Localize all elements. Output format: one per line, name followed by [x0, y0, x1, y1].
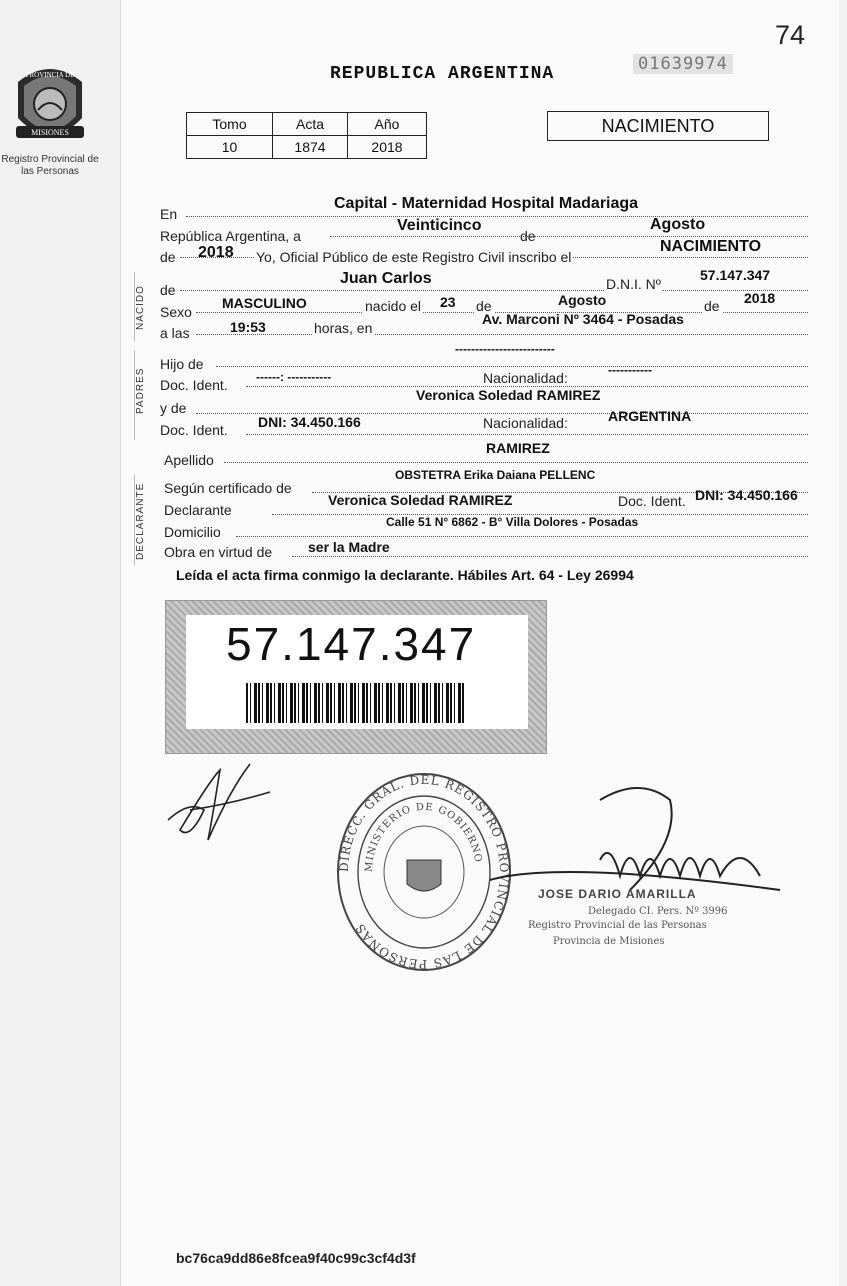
id-sticker: [165, 600, 547, 754]
page-number: 74: [775, 20, 806, 50]
horas-label: horas, en: [314, 320, 373, 336]
child-dni: 57.147.347: [700, 267, 771, 283]
nacido-section-label: NACIDO: [135, 285, 146, 330]
emblem-bottom-text: MISIONES: [31, 128, 69, 137]
mother-nationality-label: Nacionalidad:: [483, 415, 568, 431]
en-label: En: [160, 206, 178, 222]
provincial-emblem: [10, 60, 90, 152]
child-sex: MASCULINO: [222, 295, 307, 311]
official-name: JOSE DARIO AMARILLA: [538, 887, 697, 901]
record-word: NACIMIENTO: [660, 238, 762, 255]
declarante-doc-label: Doc. Ident.: [618, 493, 686, 509]
seal-ring-text: DIRECC. GRAL. DEL REGISTRO PROVINCIAL DE LAS PERSONAS: [336, 772, 512, 972]
acta-header: Acta: [273, 113, 348, 136]
day-value: Veinticinco: [397, 217, 482, 234]
nacido-el-label: nacido el: [365, 298, 422, 314]
child-name: Juan Carlos: [340, 270, 432, 287]
father-doc: ------: -----------: [256, 370, 332, 384]
document-hash: bc76ca9dd86e8fcea9f40c99c3cf4d3f: [176, 1250, 416, 1266]
birth-de-label: de: [476, 298, 492, 314]
mother-doc: DNI: 34.450.166: [258, 414, 361, 430]
emblem-icon: [10, 60, 90, 152]
record-type-box: NACIMIENTO: [547, 111, 769, 141]
tomo-value: 10: [187, 136, 273, 159]
nacido-de-label: de: [160, 282, 176, 298]
a-las-label: a las: [160, 325, 190, 341]
declarante-section-label: DECLARANTE: [135, 482, 146, 560]
acta-table: [186, 112, 427, 159]
year-value: 2018: [198, 244, 234, 261]
birth-time: 19:53: [230, 319, 266, 335]
sticker-label: [186, 615, 528, 729]
official-registry: Registro Provincial de las Personas: [528, 920, 707, 931]
birth-month: Agosto: [558, 292, 607, 308]
official-title: Delegado CI. Pers. Nº 3996: [588, 906, 728, 917]
republica-label: República Argentina, a: [160, 228, 301, 244]
domicilio-value: Calle 51 N° 6862 - B° Villa Dolores - Posadas: [386, 515, 639, 529]
father-doc-label: Doc. Ident.: [160, 377, 228, 393]
dni-label: D.N.I. Nº: [606, 276, 661, 292]
domicilio-label: Domicilio: [164, 524, 221, 540]
anio-header: Año: [348, 113, 427, 136]
declarante-name: Veronica Soledad RAMIREZ: [328, 492, 513, 508]
month-value: Agosto: [650, 216, 706, 233]
sticker-number: 57.147.347: [226, 618, 477, 670]
y-de-label: y de: [160, 400, 187, 416]
birth-year: 2018: [744, 290, 776, 306]
father-nationality: -----------: [608, 363, 652, 377]
birth-day: 23: [440, 294, 456, 310]
de-year-label: de: [160, 249, 176, 265]
mother-name: Veronica Soledad RAMIREZ: [416, 387, 601, 403]
apellido-label: Apellido: [164, 452, 214, 468]
obra-label: Obra en virtud de: [164, 544, 273, 560]
tomo-header: Tomo: [187, 113, 273, 136]
place-value: Capital - Maternidad Hospital Madariaga: [334, 195, 639, 212]
sexo-label: Sexo: [160, 304, 192, 320]
closing-statement: Leída el acta firma conmigo la declarante. Hábiles Art. 64 - Ley 26994: [176, 567, 634, 583]
father-name: -------------------------: [455, 342, 555, 356]
registry-caption: Registro Provincial de las Personas: [1, 154, 99, 177]
de-label: de: [520, 228, 536, 244]
certificado-label: Según certificado de: [164, 480, 292, 496]
seal-inner-text: MINISTERIO DE GOBIERNO: [363, 801, 484, 873]
padres-section-label: PADRES: [135, 367, 146, 414]
left-signature-icon: [160, 760, 280, 850]
apellido-value: RAMIREZ: [486, 440, 550, 456]
declarante-label: Declarante: [164, 502, 232, 518]
document-title: REPUBLICA ARGENTINA: [330, 64, 555, 84]
birth-de-label-2: de: [704, 298, 720, 314]
mother-doc-label: Doc. Ident.: [160, 422, 228, 438]
official-province: Provincia de Misiones: [553, 936, 665, 947]
birth-place: Av. Marconi Nº 3464 - Posadas: [482, 311, 684, 327]
mother-nationality: ARGENTINA: [608, 408, 692, 424]
anio-value: 2018: [348, 136, 427, 159]
certificate-value: OBSTETRA Erika Daiana PELLENC: [395, 468, 596, 482]
obra-value: ser la Madre: [308, 539, 390, 555]
hijo-de-label: Hijo de: [160, 356, 204, 372]
barcode-icon: [246, 683, 466, 723]
father-nationality-label: Nacionalidad:: [483, 370, 568, 386]
official-signature-icon: [480, 780, 800, 900]
declarante-doc: DNI: 34.450.166: [695, 487, 798, 503]
oficial-text: Yo, Oficial Público de este Registro Civil inscribo el: [256, 249, 572, 265]
acta-value: 1874: [273, 136, 348, 159]
emblem-top-text: PROVINCIA DE: [25, 71, 75, 79]
serial-number: 01639974: [633, 54, 733, 74]
